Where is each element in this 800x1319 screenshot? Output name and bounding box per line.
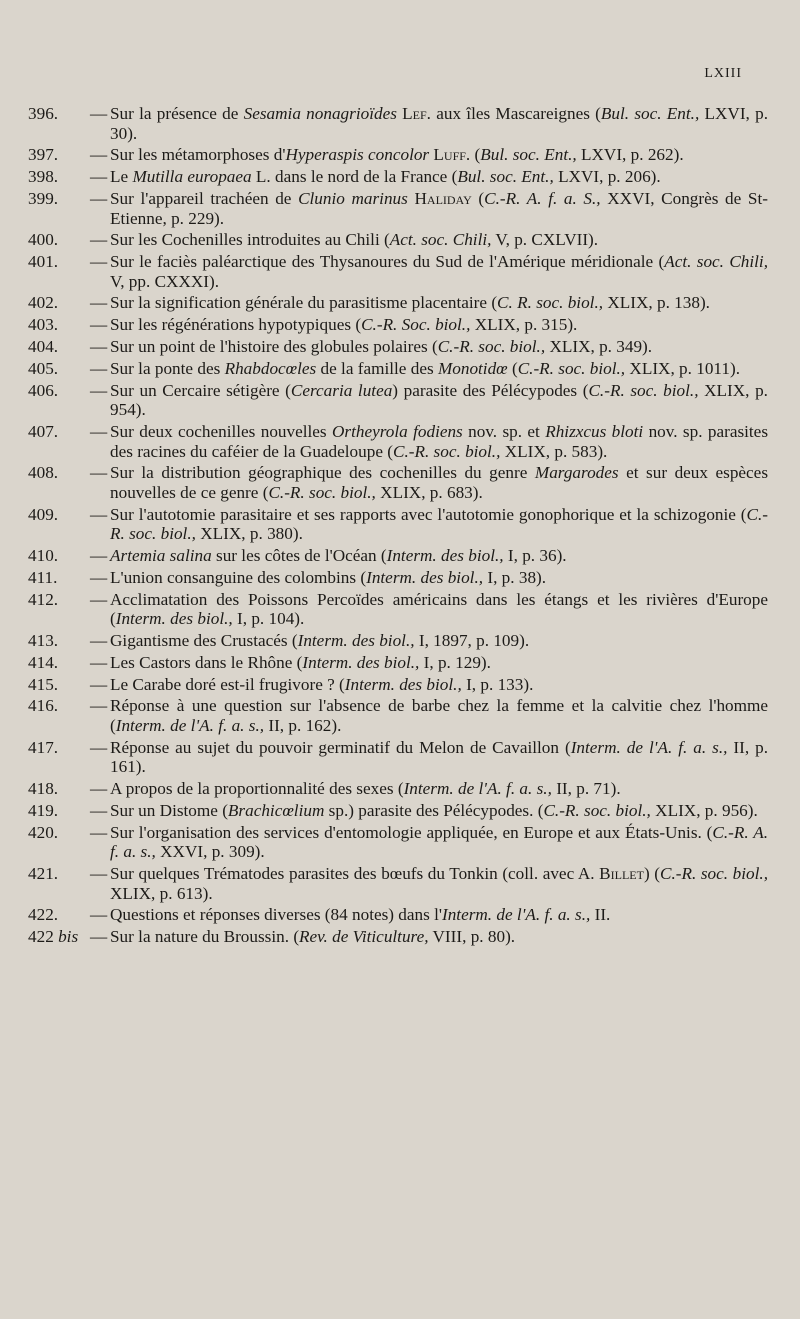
entry-dash: — — [90, 567, 108, 587]
entry-dash: — — [90, 293, 108, 313]
entry-text: Gigantisme des Crustacés (Interm. des biol., I, 1897, p. 109). — [110, 631, 530, 651]
entry-text: Sur la distribution géographique des cochenilles du genre Margarodes et sur deux espèces nouvelles de ce genre (C.-R. soc. biol., XLIX, p. 683). — [110, 463, 769, 502]
entry-text: A propos de la proportionnalité des sexes (Interm. de l'A. f. a. s., II, p. 71). — [110, 779, 621, 799]
entry-text: Sur les métamorphoses d'Hyperaspis concolor Luff. (Bul. soc. Ent., LXVI, p. 262). — [110, 145, 684, 165]
bibliography-entry — [28, 230, 768, 250]
entry-text: Réponse au sujet du pouvoir germinatif du Melon de Cavaillon (Interm. de l'A. f. a. s., II, p. 161). — [110, 737, 769, 777]
bibliography-entry — [28, 653, 768, 673]
bibliography-entry — [28, 546, 768, 566]
entry-dash: — — [90, 864, 108, 884]
bibliography-entry — [28, 696, 768, 735]
entry-dash: — — [90, 252, 108, 272]
entry-number: 408. — [28, 463, 59, 483]
entry-dash: — — [90, 421, 108, 441]
bibliography-entry — [28, 738, 768, 777]
entry-text: Les Castors dans le Rhône (Interm. des biol., I, p. 129). — [110, 652, 491, 672]
entry-dash: — — [90, 145, 108, 165]
bibliography-entry — [28, 905, 768, 925]
entry-text: Sur l'autotomie parasitaire et ses rapports avec l'autotomie gonophorique et la schizogonie (C.-R. soc. biol., XLIX, p. 380). — [110, 504, 768, 544]
bibliography-entry — [28, 381, 768, 420]
bibliography-entry — [28, 252, 768, 291]
entry-number: 410. — [28, 546, 59, 566]
bibliography-entry — [28, 864, 768, 903]
entry-number: 405. — [28, 358, 59, 378]
entry-number: 401. — [28, 252, 59, 272]
entry-number: 417. — [28, 737, 59, 757]
entry-number: 396. — [28, 104, 59, 123]
entry-text: Sur deux cochenilles nouvelles Ortheyrola fodiens nov. sp. et Rhizxcus bloti nov. sp. parasites des racines du caféier de la Guadeloupe (C.-R. soc. biol., XLIX, p. 583). — [110, 421, 769, 461]
entry-dash: — — [90, 927, 108, 947]
entry-dash: — — [90, 315, 108, 335]
entry-text: Sur les régénérations hypotypiques (C.-R. Soc. biol., XLIX, p. 315). — [110, 315, 578, 335]
entry-text: Sur l'appareil trachéen de Clunio marinus Haliday (C.-R. A. f. a. S., XXVI, Congrès de St-Etienne, p. 229). — [110, 188, 768, 228]
entry-number: 411. — [28, 567, 58, 587]
bibliography-entry — [28, 801, 768, 821]
bibliography-entry — [28, 675, 768, 695]
bibliography-entry — [28, 189, 768, 228]
bibliography-entry — [28, 293, 768, 313]
entry-dash: — — [90, 779, 108, 799]
bibliography-entry — [28, 779, 768, 799]
entry-text: Sur les Cochenilles introduites au Chili (Act. soc. Chili, V, p. CXLVII). — [110, 230, 599, 250]
entry-dash: — — [90, 380, 108, 400]
entry-text: Sur la nature du Broussin. (Rev. de Viticulture, VIII, p. 80). — [110, 927, 516, 947]
entry-dash: — — [90, 631, 108, 651]
entry-number: 399. — [28, 188, 59, 208]
entry-number: 413. — [28, 631, 59, 651]
bibliography-entry — [28, 145, 768, 165]
entry-number: 398. — [28, 167, 59, 187]
entry-number: 419. — [28, 800, 59, 820]
entry-dash: — — [90, 230, 108, 250]
entry-text: Artemia salina sur les côtes de l'Océan (Interm. des biol., I, p. 36). — [110, 546, 567, 566]
entry-number: 418. — [28, 779, 59, 799]
bibliography-entry — [28, 359, 768, 379]
entry-dash: — — [90, 188, 108, 208]
entry-text: Le Carabe doré est-il frugivore ? (Interm. des biol., I, p. 133). — [110, 674, 534, 694]
entry-number: 422. — [28, 905, 59, 925]
entry-number: 420. — [28, 822, 59, 842]
entry-text: Sur un Distome (Brachicœlium sp.) parasite des Pélécypodes. (C.-R. soc. biol., XLIX, p. 956). — [110, 800, 758, 820]
entry-number: 415. — [28, 674, 59, 694]
entry-text: Questions et réponses diverses (84 notes) dans l'Interm. de l'A. f. a. s., II. — [110, 905, 611, 925]
entry-dash: — — [90, 337, 108, 357]
entry-text: Sur un point de l'histoire des globules polaires (C.-R. soc. biol., XLIX, p. 349). — [110, 337, 653, 357]
entry-number: 407. — [28, 421, 59, 441]
entry-number: 421. — [28, 864, 59, 884]
entry-dash: — — [90, 674, 108, 694]
bibliography-entry — [28, 167, 768, 187]
entry-dash: — — [90, 167, 108, 187]
entry-number: 397. — [28, 145, 59, 165]
entry-number: 400. — [28, 230, 59, 250]
entry-dash: — — [90, 822, 108, 842]
bibliography-entry — [28, 337, 768, 357]
entry-dash: — — [90, 504, 108, 524]
entry-dash: — — [90, 652, 108, 672]
entry-dash: — — [90, 800, 108, 820]
bibliography-list — [28, 104, 768, 949]
entry-dash: — — [90, 104, 108, 123]
entry-text: Sur la signification générale du parasitisme placentaire (C. R. soc. biol., XLIX, p. 138). — [110, 293, 710, 313]
entry-text: Sur quelques Trématodes parasites des bœufs du Tonkin (coll. avec A. Billet) (C.-R. soc. biol., XLIX, p. 613). — [110, 864, 768, 903]
bibliography-entry — [28, 422, 768, 461]
entry-text: Sur l'organisation des services d'entomologie appliquée, en Europe et aux États-Unis. (C.-R. A. f. a. s., XXVI, p. 309). — [110, 822, 769, 862]
entry-text: Sur la ponte des Rhabdocœles de la famille des Monotidœ (C.-R. soc. biol., XLIX, p. 1011). — [110, 358, 740, 378]
entry-text: Le Mutilla europaea L. dans le nord de la France (Bul. soc. Ent., LXVI, p. 206). — [110, 167, 661, 187]
entry-dash: — — [90, 696, 108, 716]
entry-text: Acclimatation des Poissons Percoïdes américains dans les étangs et les rivières d'Europe (Interm. des biol., I, p. 104). — [110, 589, 768, 629]
bibliography-entry — [28, 568, 768, 588]
bibliography-entry — [28, 315, 768, 335]
bibliography-entry — [28, 631, 768, 651]
entry-number: 406. — [28, 380, 59, 400]
entry-dash: — — [90, 737, 108, 757]
bibliography-entry — [28, 104, 768, 143]
page-number: LXIII — [704, 66, 742, 81]
entry-number: 414. — [28, 652, 59, 672]
entry-dash: — — [90, 589, 108, 609]
bibliography-entry — [28, 463, 768, 502]
entry-dash: — — [90, 546, 108, 566]
entry-number: 403. — [28, 315, 59, 335]
entry-text: Sur le faciès paléarctique des Thysanoures du Sud de l'Amérique méridionale (Act. soc. Chili, V, pp. CXXXI). — [110, 252, 768, 291]
entry-number: 416. — [28, 696, 59, 716]
entry-dash: — — [90, 905, 108, 925]
entry-number: 412. — [28, 589, 59, 609]
entry-number: 402. — [28, 293, 59, 313]
entry-number: 409. — [28, 504, 59, 524]
bibliography-entry — [28, 823, 768, 862]
entry-dash: — — [90, 463, 108, 483]
bibliography-entry — [28, 505, 768, 544]
entry-text: Réponse à une question sur l'absence de barbe chez la femme et la calvitie chez l'homme (Interm. de l'A. f. a. s., II, p. 162). — [110, 696, 768, 735]
entry-dash: — — [90, 358, 108, 378]
entry-number: 422 bis — [28, 927, 79, 947]
entry-text: Sur la présence de Sesamia nonagrioïdes Lef. aux îles Mascareignes (Bul. soc. Ent., LXVI, p. 30). — [110, 104, 768, 143]
entry-number: 404. — [28, 337, 59, 357]
bibliography-entry — [28, 927, 768, 947]
entry-text: L'union consanguine des colombins (Interm. des biol., I, p. 38). — [110, 567, 547, 587]
entry-text: Sur un Cercaire sétigère (Cercaria lutea) parasite des Pélécypodes (C.-R. soc. biol., XLIX, p. 954). — [110, 380, 768, 420]
bibliography-entry — [28, 590, 768, 629]
